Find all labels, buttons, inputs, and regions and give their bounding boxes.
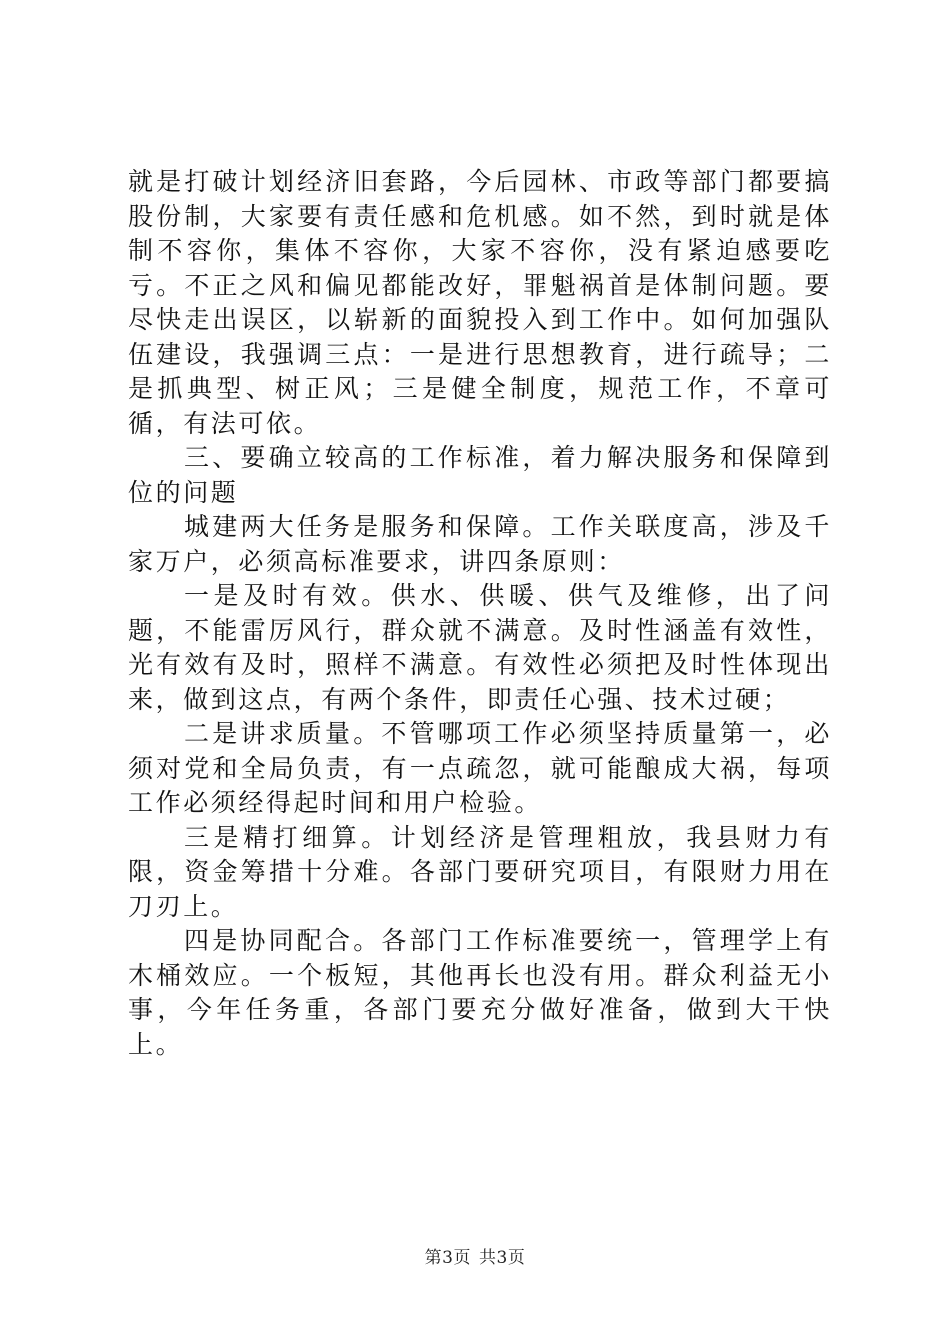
paragraph-principle-four: 四是协同配合。各部门工作标准要统一，管理学上有木桶效应。一个板短，其他再长也没有用。群众利益无小事，今年任务重，各部门要充分做好准备，做到大干快上。 xyxy=(128,926,832,1059)
paragraph-continuation: 就是打破计划经济旧套路，今后园林、市政等部门都要搞股份制，大家要有责任感和危机感。如不然，到时就是体制不容你，集体不容你，大家不容你，没有紧迫感要吃亏。不正之风和偏见都能改好，罪魁祸首是体制问题。要尽快走出误区，以崭新的面貌投入到工作中。如何加强队伍建设，我强调三点：一是进行思想教育，进行疏导；二是抓典型、树正风；三是健全制度，规范工作，不章可循，有法可依。 xyxy=(128,167,832,438)
paragraph-tasks-intro: 城建两大任务是服务和保障。工作关联度高，涉及千家万户，必须高标准要求，讲四条原则： xyxy=(128,512,832,576)
section-heading-three: 三、要确立较高的工作标准，着力解决服务和保障到位的问题 xyxy=(128,443,832,507)
page-footer xyxy=(0,1243,950,1268)
document-body xyxy=(128,165,832,1062)
paragraph-principle-three: 三是精打细算。计划经济是管理粗放，我县财力有限，资金筹措十分难。各部门要研究项目，有限财力用在刀刃上。 xyxy=(128,822,832,921)
paragraph-principle-one: 一是及时有效。供水、供暖、供气及维修，出了问题，不能雷厉风行，群众就不满意。及时性涵盖有效性，光有效有及时，照样不满意。有效性必须把及时性体现出来，做到这点，有两个条件，即责任心强、技术过硬； xyxy=(128,581,832,714)
page-number-total: 共3页 xyxy=(479,1248,526,1268)
page-number-current: 第3页 xyxy=(424,1248,471,1268)
paragraph-principle-two: 二是讲求质量。不管哪项工作必须坚持质量第一，必须对党和全局负责，有一点疏忽，就可能酿成大祸，每项工作必须经得起时间和用户检验。 xyxy=(128,719,832,817)
